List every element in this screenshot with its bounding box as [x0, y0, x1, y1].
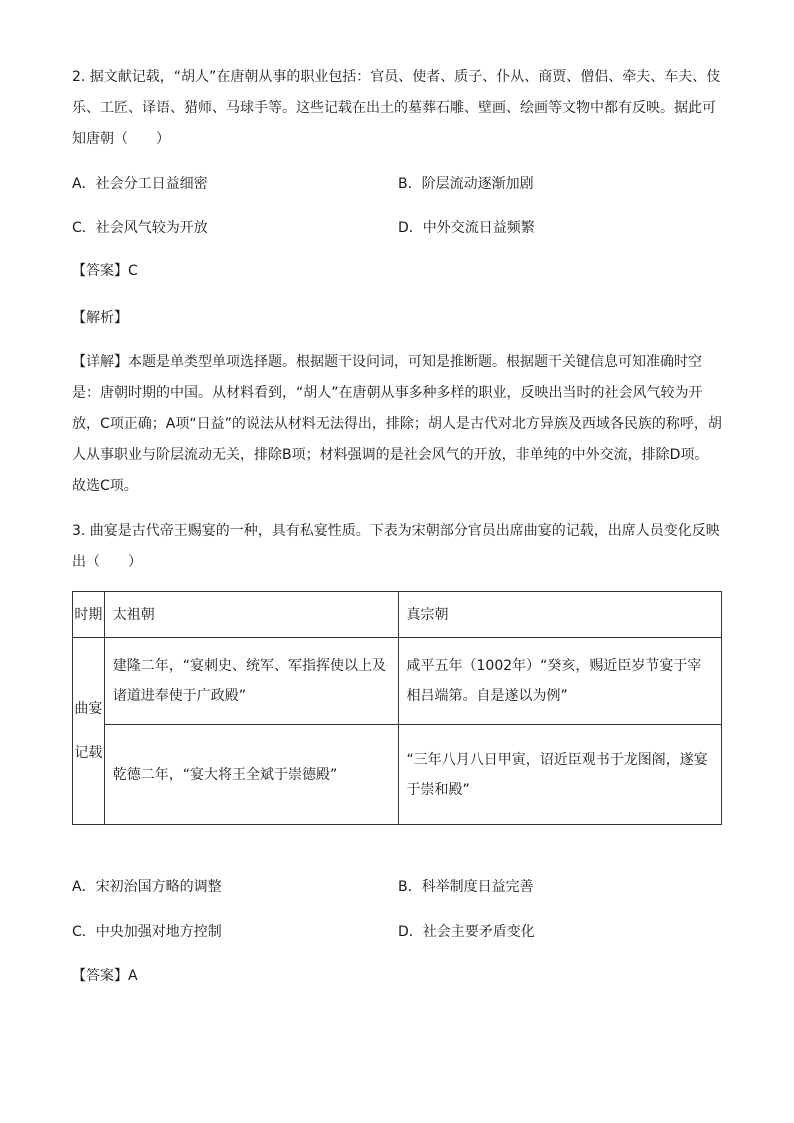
q2-analysis-label: 【解析】: [72, 310, 128, 326]
header-zhenzong: 真宗朝: [398, 592, 722, 638]
header-period: 时期: [73, 592, 105, 638]
q2-option-d[interactable]: D．中外交流日益频繁: [398, 220, 535, 236]
taizu-record-2: 乾德二年，“宴大将王全斌于崇德殿”: [104, 725, 398, 825]
q3-answer-value: A: [128, 968, 138, 984]
q2-option-c[interactable]: C．社会风气较为开放: [72, 220, 208, 236]
q3-option-b[interactable]: B．科举制度日益完善: [398, 879, 534, 895]
row-label: [73, 638, 105, 825]
zhenzong-record-1: 咸平五年（1002年）“癸亥，赐近臣岁节宴于宰相吕端第。自是遂以为例”: [398, 638, 722, 725]
taizu-record-1: 建隆二年，“宴刺史、统军、军指挥使以上及诸道进奉使于广政殿”: [104, 638, 398, 725]
q2-detail-label: 【详解】: [72, 354, 128, 370]
q2-option-a[interactable]: A．社会分工日益细密: [72, 176, 208, 192]
q2-detail: [72, 347, 722, 502]
q3-stem: 3. 曲宴是古代帝王赐宴的一种，具有私宴性质。下表为宋朝部分官员出席曲宴的记载，出席人员变化反映出（ ）: [72, 523, 720, 570]
q2-stem: 2. 据文献记载，“胡人”在唐朝从事的职业包括：官员、使者、质子、仆从、商贾、僧侣、牵夫、车夫、伎乐、工匠、译语、猎师、马球手等。这些记载在出土的墓葬石雕、壁画、绘画等文物中都有反映。据此可知唐朝（ ）: [72, 69, 721, 147]
q3-table: [72, 591, 722, 825]
q2-detail-text: 本题是单类型单项选择题。根据题干设问词，可知是推断题。根据题干关键信息可知准确时空是：唐朝时期的中国。从材料看到，“胡人”在唐朝从事多种多样的职业，反映出当时的社会风气较为开放，C项正确；A项“日益”的说法从材料无法得出，排除；胡人是古代对北方异族及西域各民族的称呼，胡人从事职业与阶层流动无关，排除B项；材料强调的是社会风气的开放，非单纯的中外交流，排除D项。故选C项。: [72, 354, 722, 494]
q3-option-c[interactable]: C．中央加强对地方控制: [72, 924, 222, 940]
row-label-line-1: 曲宴: [74, 701, 103, 717]
zhenzong-record-2: “三年八月八日甲寅，诏近臣观书于龙图阁，遂宴于崇和殿”: [398, 725, 722, 825]
q3-answer: [72, 966, 138, 986]
q2-option-b[interactable]: B．阶层流动逐渐加剧: [398, 176, 534, 192]
q2-answer-value: C: [128, 263, 138, 279]
q3-option-a[interactable]: A．宋初治国方略的调整: [72, 879, 222, 895]
q2-answer-label: 【答案】: [72, 263, 128, 279]
q3-answer-label: 【答案】: [72, 968, 128, 984]
row-label-line-2: 记载: [74, 745, 103, 761]
table-row: [73, 638, 722, 725]
q2-answer: [72, 261, 138, 281]
header-taizu: 太祖朝: [104, 592, 398, 638]
table-row: [73, 725, 722, 825]
table-header-row: [73, 592, 722, 638]
q3-option-d[interactable]: D．社会主要矛盾变化: [398, 924, 535, 940]
